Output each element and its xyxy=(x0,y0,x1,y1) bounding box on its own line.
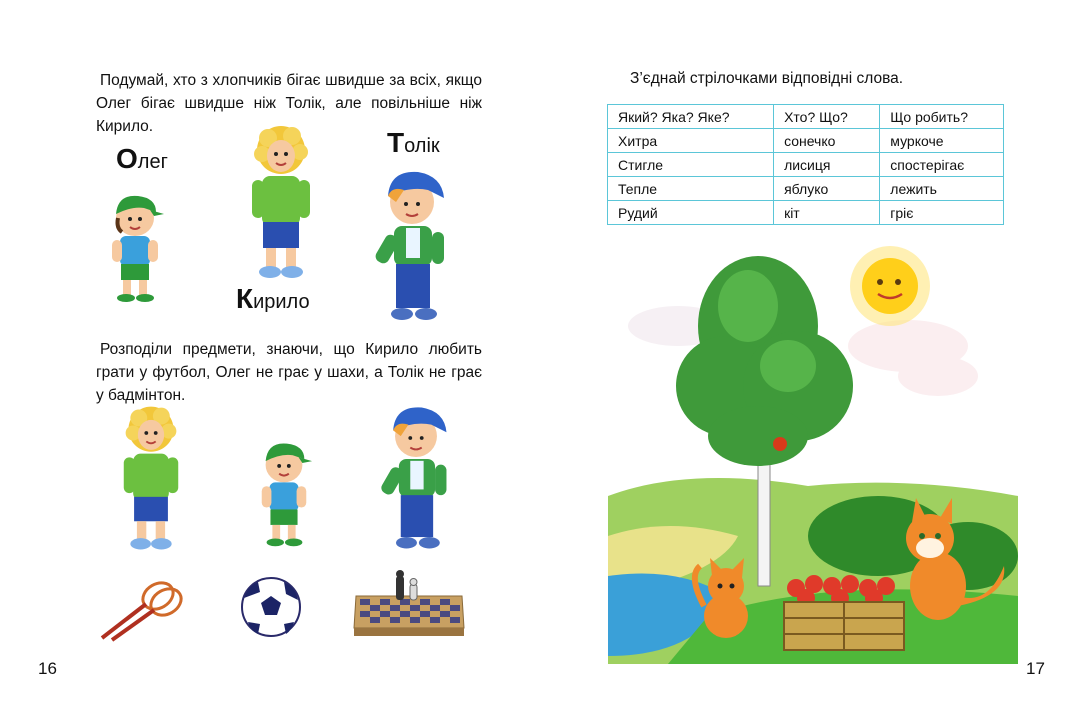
page-number-right: 17 xyxy=(1026,659,1045,678)
table-cell[interactable]: муркоче xyxy=(880,129,1004,153)
oleg-figure xyxy=(104,188,166,306)
apple-crate-icon xyxy=(784,575,904,650)
oleg-figure-2 xyxy=(254,435,314,551)
task3-title: З’єднай стрілочками відповідні слова. xyxy=(630,70,904,87)
table-cell[interactable]: сонечко xyxy=(774,129,880,153)
nature-scene-illustration xyxy=(608,236,1018,664)
words-table xyxy=(607,104,1004,225)
right-page xyxy=(540,0,1080,712)
table-cell[interactable]: лежить xyxy=(880,177,1004,201)
table-row xyxy=(608,153,1004,177)
badminton-rackets-icon xyxy=(96,578,186,644)
sun-icon xyxy=(850,246,930,326)
table-header-cell: Що робить? xyxy=(880,105,1004,129)
table-cell[interactable]: кіт xyxy=(774,201,880,225)
table-header-row xyxy=(608,105,1004,129)
table-cell[interactable]: лисиця xyxy=(774,153,880,177)
name-label-tolik: Толік xyxy=(387,127,440,158)
table-header-cell: Який? Яка? Яке? xyxy=(608,105,774,129)
page-number-left: 16 xyxy=(38,659,57,678)
table-cell[interactable]: гріє xyxy=(880,201,1004,225)
tolik-figure-2 xyxy=(376,402,456,554)
kyrylo-figure-2 xyxy=(120,400,182,558)
table-row xyxy=(608,129,1004,153)
table-cell[interactable]: Тепле xyxy=(608,177,774,201)
kyrylo-figure xyxy=(248,122,314,284)
name-label-kyrylo: Кирило xyxy=(236,283,310,314)
table-cell[interactable]: Стигле xyxy=(608,153,774,177)
soccer-ball-icon xyxy=(238,576,304,638)
table-cell[interactable]: Хитра xyxy=(608,129,774,153)
chess-board-icon xyxy=(352,566,466,640)
table-cell[interactable]: спостерігає xyxy=(880,153,1004,177)
table-row xyxy=(608,177,1004,201)
table-row xyxy=(608,201,1004,225)
name-label-oleg: Олег xyxy=(116,143,168,174)
task2-text: Розподіли предмети, знаючи, що Кирило любить грати у футбол, Олег не грає у шахи, а Толік не грає у бадмінтон. xyxy=(96,341,482,404)
tolik-figure xyxy=(370,168,454,324)
table-cell[interactable]: Рудий xyxy=(608,201,774,225)
task1-text: Подумай, хто з хлопчиків бігає швидше за всіх, якщо Олег бігає швидше ніж Толік, але повільніше ніж Кирило. xyxy=(96,72,482,135)
table-header-cell: Хто? Що? xyxy=(774,105,880,129)
table-cell[interactable]: яблуко xyxy=(774,177,880,201)
